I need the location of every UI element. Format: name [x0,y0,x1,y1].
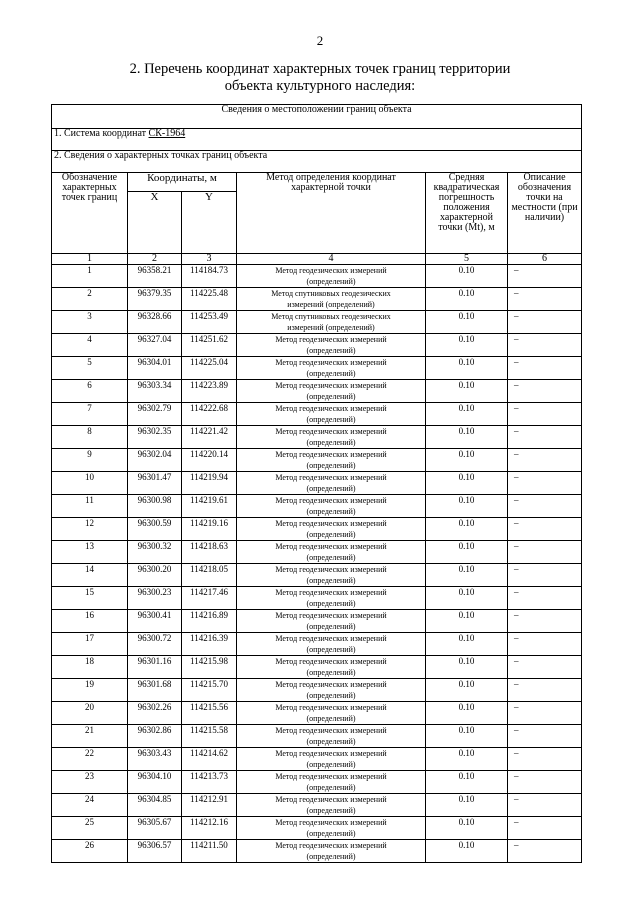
method-line-1: Метод геодезических измерений [275,381,387,390]
description-value: – [508,771,582,794]
accuracy-value: 0.10 [426,334,508,357]
table-row [52,679,582,702]
coord-x: 96303.34 [128,380,182,403]
method-line-1: Метод геодезических измерений [275,795,387,804]
table-row [52,265,582,288]
table-title: Сведения о местоположении границ объекта [52,105,582,129]
coord-x: 96300.72 [128,633,182,656]
method-line-2: (определений) [306,369,356,378]
method-cell [237,311,426,334]
table-row [52,403,582,426]
coord-x: 96300.41 [128,610,182,633]
table-row [52,702,582,725]
method-cell [237,541,426,564]
method-line-2: (определений) [306,852,356,861]
coord-x: 96304.10 [128,771,182,794]
coord-x: 96358.21 [128,265,182,288]
document-heading [120,61,520,95]
description-value: – [508,426,582,449]
coord-x: 96302.04 [128,449,182,472]
point-number: 19 [52,679,128,702]
method-cell [237,840,426,863]
coord-y: 114220.14 [182,449,237,472]
coord-x: 96302.35 [128,426,182,449]
accuracy-value: 0.10 [426,265,508,288]
coord-x: 96327.04 [128,334,182,357]
point-number: 25 [52,817,128,840]
accuracy-value: 0.10 [426,656,508,679]
method-cell [237,656,426,679]
point-number: 16 [52,610,128,633]
accuracy-value: 0.10 [426,840,508,863]
coord-y: 114217.46 [182,587,237,610]
table-row [52,656,582,679]
accuracy-value: 0.10 [426,771,508,794]
accuracy-value: 0.10 [426,495,508,518]
description-value: – [508,587,582,610]
method-line-2: (определений) [306,507,356,516]
coord-y: 114251.62 [182,334,237,357]
table-row [52,794,582,817]
method-line-1: Метод спутниковых геодезических [271,289,391,298]
description-value: – [508,748,582,771]
coord-y: 114215.56 [182,702,237,725]
method-line-1: Метод геодезических измерений [275,680,387,689]
description-value: – [508,357,582,380]
table-row [52,495,582,518]
accuracy-value: 0.10 [426,380,508,403]
description-value: – [508,288,582,311]
table-row [52,311,582,334]
table-row [52,334,582,357]
method-line-2: (определений) [306,645,356,654]
accuracy-value: 0.10 [426,449,508,472]
coord-y: 114223.89 [182,380,237,403]
table-row [52,633,582,656]
description-value: – [508,817,582,840]
point-number: 14 [52,564,128,587]
description-value: – [508,518,582,541]
method-line-1: Метод геодезических измерений [275,519,387,528]
point-number: 18 [52,656,128,679]
coord-y: 114211.50 [182,840,237,863]
coord-x: 96300.32 [128,541,182,564]
description-value: – [508,564,582,587]
table-row [52,288,582,311]
method-line-1: Метод геодезических измерений [275,841,387,850]
method-line-2: (определений) [306,691,356,700]
coord-x: 96305.67 [128,817,182,840]
table-row [52,564,582,587]
coord-x: 96304.85 [128,794,182,817]
method-line-2: измерений (определений) [287,300,375,309]
point-number: 17 [52,633,128,656]
point-number: 2 [52,288,128,311]
point-number: 4 [52,334,128,357]
header-designation: Обозначение характерных точек границ [52,173,128,254]
coord-x: 96300.23 [128,587,182,610]
method-line-1: Метод геодезических измерений [275,404,387,413]
accuracy-value: 0.10 [426,288,508,311]
method-line-2: (определений) [306,438,356,447]
method-line-1: Метод геодезических измерений [275,542,387,551]
method-cell [237,288,426,311]
description-value: – [508,679,582,702]
method-cell [237,472,426,495]
method-cell [237,587,426,610]
coordinate-system-row [52,129,582,151]
table-row [52,518,582,541]
column-number: 1 [52,254,128,265]
method-line-2: (определений) [306,484,356,493]
coord-y: 114215.98 [182,656,237,679]
accuracy-value: 0.10 [426,702,508,725]
method-cell [237,817,426,840]
table-row [52,449,582,472]
description-value: – [508,334,582,357]
accuracy-value: 0.10 [426,587,508,610]
coord-y: 114215.70 [182,679,237,702]
coord-y: 114219.94 [182,472,237,495]
method-cell [237,265,426,288]
coord-x: 96300.20 [128,564,182,587]
coord-y: 114216.89 [182,610,237,633]
coord-y: 114221.42 [182,426,237,449]
heading-line-2: объекта культурного наследия: [224,78,416,94]
point-number: 5 [52,357,128,380]
table-row [52,610,582,633]
coord-y: 114219.61 [182,495,237,518]
coordinate-system-value: СК-1964 [148,128,186,139]
column-number: 2 [128,254,182,265]
accuracy-value: 0.10 [426,610,508,633]
point-number: 23 [52,771,128,794]
description-value: – [508,541,582,564]
description-value: – [508,840,582,863]
description-value: – [508,380,582,403]
table-row [52,587,582,610]
method-cell [237,357,426,380]
points-section-label: 2. Сведения о характерных точках границ объекта [52,151,582,173]
method-line-2: (определений) [306,277,356,286]
method-line-1: Метод спутниковых геодезических [271,312,391,321]
coordinate-system-label: 1. Система координат [54,128,149,139]
method-line-2: (определений) [306,392,356,401]
accuracy-value: 0.10 [426,633,508,656]
description-value: – [508,311,582,334]
accuracy-value: 0.10 [426,403,508,426]
header-description: Описание обозначения точки на местности (при наличии) [508,173,582,254]
method-line-1: Метод геодезических измерений [275,588,387,597]
method-cell [237,771,426,794]
method-line-1: Метод геодезических измерений [275,818,387,827]
accuracy-value: 0.10 [426,426,508,449]
coord-y: 114219.16 [182,518,237,541]
table-row [52,541,582,564]
method-line-1: Метод геодезических измерений [275,450,387,459]
coordinates-table [51,104,582,863]
method-line-1: Метод геодезических измерений [275,749,387,758]
method-line-1: Метод геодезических измерений [275,565,387,574]
coord-y: 114216.39 [182,633,237,656]
method-cell [237,679,426,702]
method-line-1: Метод геодезических измерений [275,427,387,436]
point-number: 6 [52,380,128,403]
coord-y: 114218.63 [182,541,237,564]
method-cell [237,633,426,656]
coord-x: 96301.68 [128,679,182,702]
method-line-1: Метод геодезических измерений [275,703,387,712]
method-cell [237,426,426,449]
method-line-1: Метод геодезических измерений [275,726,387,735]
coord-y: 114225.04 [182,357,237,380]
table-row [52,357,582,380]
point-number: 24 [52,794,128,817]
method-cell [237,748,426,771]
header-coordinates: Координаты, м [128,173,237,192]
point-number: 15 [52,587,128,610]
method-cell [237,518,426,541]
method-line-2: измерений (определений) [287,323,375,332]
method-line-2: (определений) [306,599,356,608]
coord-x: 96306.57 [128,840,182,863]
description-value: – [508,633,582,656]
method-cell [237,334,426,357]
coord-x: 96302.26 [128,702,182,725]
table-row [52,748,582,771]
method-line-2: (определений) [306,346,356,355]
column-number: 3 [182,254,237,265]
header-accuracy: Средняя квадратическая погрешность положения характерной точки (Mt), м [426,173,508,254]
accuracy-value: 0.10 [426,472,508,495]
method-line-1: Метод геодезических измерений [275,496,387,505]
point-number: 22 [52,748,128,771]
method-line-1: Метод геодезических измерений [275,358,387,367]
method-line-1: Метод геодезических измерений [275,473,387,482]
accuracy-value: 0.10 [426,357,508,380]
method-line-1: Метод геодезических измерений [275,266,387,275]
column-number: 6 [508,254,582,265]
coord-y: 114225.48 [182,288,237,311]
table-row [52,472,582,495]
description-value: – [508,495,582,518]
coord-y: 114212.16 [182,817,237,840]
method-line-2: (определений) [306,668,356,677]
coord-x: 96328.66 [128,311,182,334]
point-number: 20 [52,702,128,725]
column-number: 5 [426,254,508,265]
coord-y: 114184.73 [182,265,237,288]
method-line-1: Метод геодезических измерений [275,335,387,344]
method-cell [237,610,426,633]
method-cell [237,495,426,518]
method-line-2: (определений) [306,783,356,792]
coord-y: 114212.91 [182,794,237,817]
method-line-2: (определений) [306,760,356,769]
point-number: 7 [52,403,128,426]
coord-x: 96303.43 [128,748,182,771]
method-line-2: (определений) [306,622,356,631]
method-line-1: Метод геодезических измерений [275,772,387,781]
accuracy-value: 0.10 [426,564,508,587]
point-number: 9 [52,449,128,472]
heading-line-1: 2. Перечень координат характерных точек границ территории [129,61,511,77]
point-number: 11 [52,495,128,518]
method-cell [237,702,426,725]
coord-x: 96379.35 [128,288,182,311]
description-value: – [508,656,582,679]
accuracy-value: 0.10 [426,725,508,748]
description-value: – [508,472,582,495]
table-row [52,840,582,863]
table-row [52,380,582,403]
coord-x: 96304.01 [128,357,182,380]
coord-x: 96302.79 [128,403,182,426]
table-row [52,817,582,840]
point-number: 21 [52,725,128,748]
table-row [52,725,582,748]
point-number: 12 [52,518,128,541]
method-line-1: Метод геодезических измерений [275,611,387,620]
accuracy-value: 0.10 [426,518,508,541]
method-line-1: Метод геодезических измерений [275,634,387,643]
page-number: 2 [316,33,324,48]
coord-x: 96301.16 [128,656,182,679]
point-number: 1 [52,265,128,288]
point-number: 3 [52,311,128,334]
point-number: 13 [52,541,128,564]
description-value: – [508,702,582,725]
method-line-2: (определений) [306,576,356,585]
method-line-2: (определений) [306,714,356,723]
method-cell [237,564,426,587]
coord-x: 96301.47 [128,472,182,495]
description-value: – [508,610,582,633]
method-line-2: (определений) [306,806,356,815]
description-value: – [508,403,582,426]
coord-y: 114213.73 [182,771,237,794]
accuracy-value: 0.10 [426,311,508,334]
header-y: Y [182,192,237,254]
accuracy-value: 0.10 [426,748,508,771]
coord-x: 96300.98 [128,495,182,518]
coord-x: 96300.59 [128,518,182,541]
method-line-2: (определений) [306,415,356,424]
coord-x: 96302.86 [128,725,182,748]
table-row [52,426,582,449]
description-value: – [508,265,582,288]
method-cell [237,403,426,426]
accuracy-value: 0.10 [426,817,508,840]
description-value: – [508,449,582,472]
header-x: X [128,192,182,254]
coord-y: 114214.62 [182,748,237,771]
method-cell [237,794,426,817]
method-cell [237,449,426,472]
point-number: 26 [52,840,128,863]
method-line-1: Метод геодезических измерений [275,657,387,666]
method-line-2: (определений) [306,829,356,838]
header-method: Метод определения координат характерной точки [237,173,426,254]
point-number: 10 [52,472,128,495]
method-cell [237,380,426,403]
method-line-2: (определений) [306,737,356,746]
coord-y: 114215.58 [182,725,237,748]
coord-y: 114253.49 [182,311,237,334]
method-line-2: (определений) [306,530,356,539]
column-number: 4 [237,254,426,265]
method-line-2: (определений) [306,553,356,562]
accuracy-value: 0.10 [426,541,508,564]
method-cell [237,725,426,748]
method-line-2: (определений) [306,461,356,470]
point-number: 8 [52,426,128,449]
coord-y: 114222.68 [182,403,237,426]
description-value: – [508,725,582,748]
coord-y: 114218.05 [182,564,237,587]
accuracy-value: 0.10 [426,679,508,702]
accuracy-value: 0.10 [426,794,508,817]
description-value: – [508,794,582,817]
table-row [52,771,582,794]
